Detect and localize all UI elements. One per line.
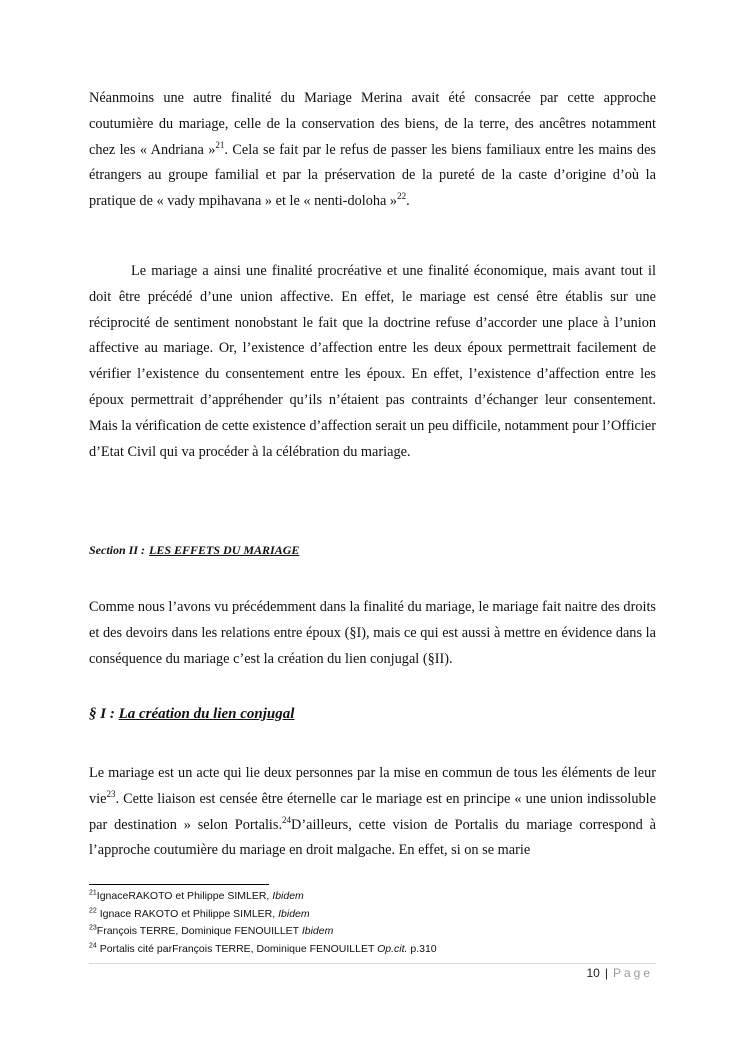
footnote-after: p.310	[407, 942, 437, 955]
footnote-text: Portalis cité parFrançois TERRE, Dominique FENOUILLET	[96, 942, 378, 955]
footnote-ref-24[interactable]: 24	[282, 814, 292, 825]
footnotes	[89, 888, 437, 958]
footnote-italic: Op.cit.	[377, 942, 408, 955]
footnote-italic: Ibidem	[272, 890, 304, 902]
paragraph-1-text-a: Néanmoins une autre finalité du Mariage Merina avait été consacrée par cette approche coutumière du mariage, celle de la conservation des biens, de la terre, des ancêtres notamment chez les « Andriana »	[89, 90, 656, 158]
paragraph-3: Comme nous l’avons vu précédemment dans la finalité du mariage, le mariage fait naitre des droits et des devoirs dans les relations entre époux (§I), mais ce qui est aussi à mettre en évidence dans la conséquence du mariage c’est la création du lien conjugal (§II).	[89, 599, 656, 667]
paragraph-4	[89, 761, 656, 864]
page-footer	[586, 966, 653, 980]
footnote-23	[89, 923, 437, 941]
footer-separator: |	[604, 966, 608, 980]
page-number: 10	[586, 966, 600, 980]
footnote-number: 24	[89, 942, 97, 950]
footnote-italic: Ibidem	[278, 907, 310, 920]
footnote-number: 22	[89, 907, 97, 915]
paragraph-2	[89, 259, 656, 465]
subsection-heading-label: § I :	[89, 706, 115, 722]
footnote-number: 21	[89, 889, 97, 897]
footnote-divider	[89, 884, 269, 885]
footnote-ref-23[interactable]: 23	[106, 789, 116, 800]
paragraph-1-text-b: . Cela se fait par le refus de passer les biens familiaux entre les mains des étrangers au groupe familial et par la préservation de la pureté de la caste d’origine d’où la pratique de « vady mpihavana » et le « nenti-doloha »	[89, 141, 656, 210]
page-label: Page	[612, 966, 653, 980]
footnote-italic: Ibidem	[301, 925, 334, 938]
paragraph-4-text-a: Le mariage est un acte qui lie deux personnes par la mise en commun de tous les éléments de leur vie	[89, 765, 656, 807]
footnote-21	[89, 888, 437, 906]
footnote-text: Ignace RAKOTO et Philippe SIMLER,	[96, 907, 279, 920]
footnote-24	[89, 941, 437, 959]
footnote-text: François TERRE, Dominique FENOUILLET	[96, 925, 302, 938]
footnote-number: 23	[89, 924, 97, 932]
footnote-22	[89, 906, 437, 924]
paragraph-4-text-b: . Cette liaison est censée être éternelle car le mariage est en principe « une union indissoluble par destination » selon Portalis.	[89, 790, 656, 833]
paragraph-4-text-c: D’ailleurs, cette vision de Portalis du mariage correspond à l’approche coutumière du mariage en droit malgache. En effet, si on se marie	[89, 816, 656, 859]
subsection-heading-title: La création du lien conjugal	[118, 706, 295, 722]
footnote-ref-21[interactable]: 21	[215, 139, 225, 150]
footnote-ref-22[interactable]: 22	[397, 191, 407, 202]
subsection-heading	[89, 706, 294, 723]
footer-divider	[89, 963, 656, 964]
paragraph-1-text-c: .	[406, 193, 410, 210]
section-heading-label: Section II :	[89, 543, 146, 557]
paragraph-1	[89, 86, 656, 215]
paragraph-2-text: Le mariage a ainsi une finalité procréative et une finalité économique, mais avant tout il doit être précédé d’une union affective. En effet, le mariage est censé être établis sur une réciprocité de sentiment nonobstant le fait que la doctrine refuse d’accorder une place à l’union affective au mariage. Or, l’existence d’affection entre les deux époux permettrait facilement de vérifier l’existence du consentement entre les époux. En effet, l’existence d’affection entre les époux permettrait d’appréhender qu’ils n’étaient pas contraints d’échanger leur consentement. Mais la vérification de cette existence d’affection serait un peu difficile, notamment pour l’Officier d’Etat Civil qui va procéder à la célébration du mariage.	[89, 263, 656, 460]
footnote-text: IgnaceRAKOTO et Philippe SIMLER,	[96, 890, 273, 902]
section-heading-title: LES EFFETS DU MARIAGE	[149, 543, 300, 557]
section-heading	[89, 543, 299, 558]
